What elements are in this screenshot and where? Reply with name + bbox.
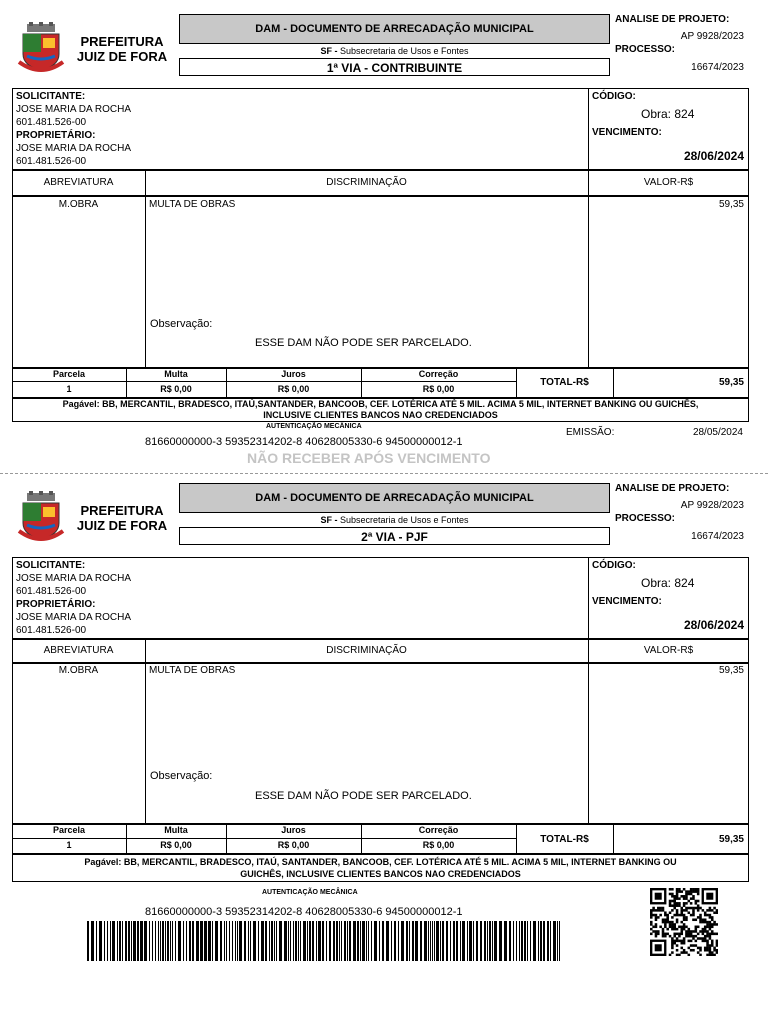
processo-label: PROCESSO: [615,513,676,524]
emissao-label: EMISSÃO: [566,427,615,438]
processo-label: PROCESSO: [615,44,676,55]
coat-of-arms-icon [17,22,65,74]
correcao-value: R$ 0,00 [422,384,455,394]
solicitante-doc: 601.481.526-00 [16,117,87,128]
via-box [179,527,610,545]
juros-label: Juros [281,825,306,835]
obs-text: ESSE DAM NÃO PODE SER PARCELADO. [255,337,472,349]
vencimento-value: 28/06/2024 [683,618,744,632]
col-valor: VALOR-R$ [643,177,694,188]
doc-title-box [179,483,610,513]
subtitle [179,515,610,525]
solicitante-doc: 601.481.526-00 [16,586,87,597]
analise-value: AP 9928/2023 [680,500,744,511]
autenticacao-label: AUTENTICAÇÃO MECÂNICA [266,423,362,430]
doc-title: DAM - DOCUMENTO DE ARRECADAÇÃO MUNICIPAL [255,492,534,504]
total-value: 59,35 [718,834,744,845]
processo-value: 16674/2023 [691,62,744,73]
multa-label: Multa [164,369,188,379]
proprietario-label: PROPRIETÁRIO: [16,130,96,141]
multa-value: R$ 0,00 [160,840,192,850]
org-name-line1: PREFEITURA [80,34,164,49]
multa-label: Multa [164,825,188,835]
via-label: 1ª VIA - CONTRIBUINTE [326,61,463,75]
via-label: 2ª VIA - PJF [361,530,428,544]
row-valor: 59,35 [718,665,744,676]
row-abreviatura: M.OBRA [58,199,99,210]
correcao-value: R$ 0,00 [422,840,455,850]
analise-label: ANALISE DE PROJETO: [615,483,730,494]
warning-text: NÃO RECEBER APÓS VENCIMENTO [247,450,491,466]
proprietario-name: JOSE MARIA DA ROCHA [16,612,132,623]
correcao-label: Correção [418,369,459,379]
total-value: 59,35 [718,377,744,388]
proprietario-name: JOSE MARIA DA ROCHA [16,143,132,154]
subtitle [179,46,610,56]
payment-line-1: Pagável: BB, MERCANTIL, BRADESCO, ITAÚ,SANTANDER, BANCOOB, CEF. LOTÉRICA ATÉ 5 MIL. ACIMA 5 MIL, INTERNET BANKING OU GUICHÊS, [62,399,699,409]
codigo-value: Obra: 824 [641,576,695,590]
row-discriminacao: MULTA DE OBRAS [149,199,236,210]
coat-of-arms-icon [17,491,65,543]
row-valor: 59,35 [718,199,744,210]
qr-code-image [650,888,718,956]
barcode-digits: 81660000000-3 59352314202-8 40628005330-6 94500000012-1 [145,436,463,448]
subtitle-prefix: SF - [320,515,340,525]
obs-label: Observação: [150,318,213,330]
subtitle-text: Subsecretaria de Usos e Fontes [339,515,469,525]
row-discriminacao: MULTA DE OBRAS [149,665,236,676]
proprietario-doc: 601.481.526-00 [16,156,87,167]
autenticacao-label: AUTENTICAÇÃO MECÂNICA [262,889,358,896]
col-discriminacao: DISCRIMINAÇÃO [326,645,407,656]
subtitle-text: Subsecretaria de Usos e Fontes [339,46,469,56]
parcela-label: Parcela [52,825,86,835]
solicitante-name: JOSE MARIA DA ROCHA [16,104,132,115]
vencimento-value: 28/06/2024 [683,149,744,163]
codigo-label: CÓDIGO: [592,560,636,571]
col-abreviatura: ABREVIATURA [43,177,114,188]
doc-title: DAM - DOCUMENTO DE ARRECADAÇÃO MUNICIPAL [255,23,534,35]
juros-label: Juros [281,369,306,379]
solicitante-label: SOLICITANTE: [16,560,86,571]
col-discriminacao: DISCRIMINAÇÃO [326,177,407,188]
analise-label: ANALISE DE PROJETO: [615,14,730,25]
analise-value: AP 9928/2023 [680,31,744,42]
parcela-value: 1 [66,840,72,850]
proprietario-label: PROPRIETÁRIO: [16,599,96,610]
juros-value: R$ 0,00 [277,384,310,394]
total-label: TOTAL-R$ [540,377,589,388]
juros-value: R$ 0,00 [277,840,310,850]
barcode-image [87,921,563,961]
payment-line-1: Pagável: BB, MERCANTIL, BRADESCO, ITAÚ, SANTANDER, BANCOOB, CEF. LOTÉRICA ATÉ 5 MIL. ACIMA 5 MIL, INTERNET BANKING OU [84,857,677,867]
solicitante-name: JOSE MARIA DA ROCHA [16,573,132,584]
row-abreviatura: M.OBRA [58,665,99,676]
solicitante-label: SOLICITANTE: [16,91,86,102]
payment-line-2: INCLUSIVE CLIENTES BANCOS NAO CREDENCIADOS [263,410,498,420]
proprietario-doc: 601.481.526-00 [16,625,87,636]
codigo-label: CÓDIGO: [592,91,636,102]
obs-label: Observação: [150,770,213,782]
subtitle-prefix: SF - [320,46,340,56]
correcao-label: Correção [418,825,459,835]
org-name-line1: PREFEITURA [80,503,164,518]
barcode-digits: 81660000000-3 59352314202-8 40628005330-6 94500000012-1 [145,906,463,918]
parcela-value: 1 [66,384,72,394]
processo-value: 16674/2023 [691,531,744,542]
vencimento-label: VENCIMENTO: [592,127,662,138]
org-name-line2: JUIZ DE FORA [76,49,168,64]
cut-line [0,473,768,474]
doc-title-box [179,14,610,44]
parcela-label: Parcela [52,369,86,379]
col-abreviatura: ABREVIATURA [43,645,114,656]
col-valor: VALOR-R$ [643,645,694,656]
total-label: TOTAL-R$ [540,834,589,845]
payment-line-2: GUICHÊS, INCLUSIVE CLIENTES BANCOS NAO CREDENCIADOS [240,869,521,879]
via-box [179,58,610,76]
codigo-value: Obra: 824 [641,107,695,121]
org-name-line2: JUIZ DE FORA [76,518,168,533]
vencimento-label: VENCIMENTO: [592,596,662,607]
emissao-value: 28/05/2024 [692,427,743,438]
multa-value: R$ 0,00 [160,384,192,394]
obs-text: ESSE DAM NÃO PODE SER PARCELADO. [255,790,472,802]
